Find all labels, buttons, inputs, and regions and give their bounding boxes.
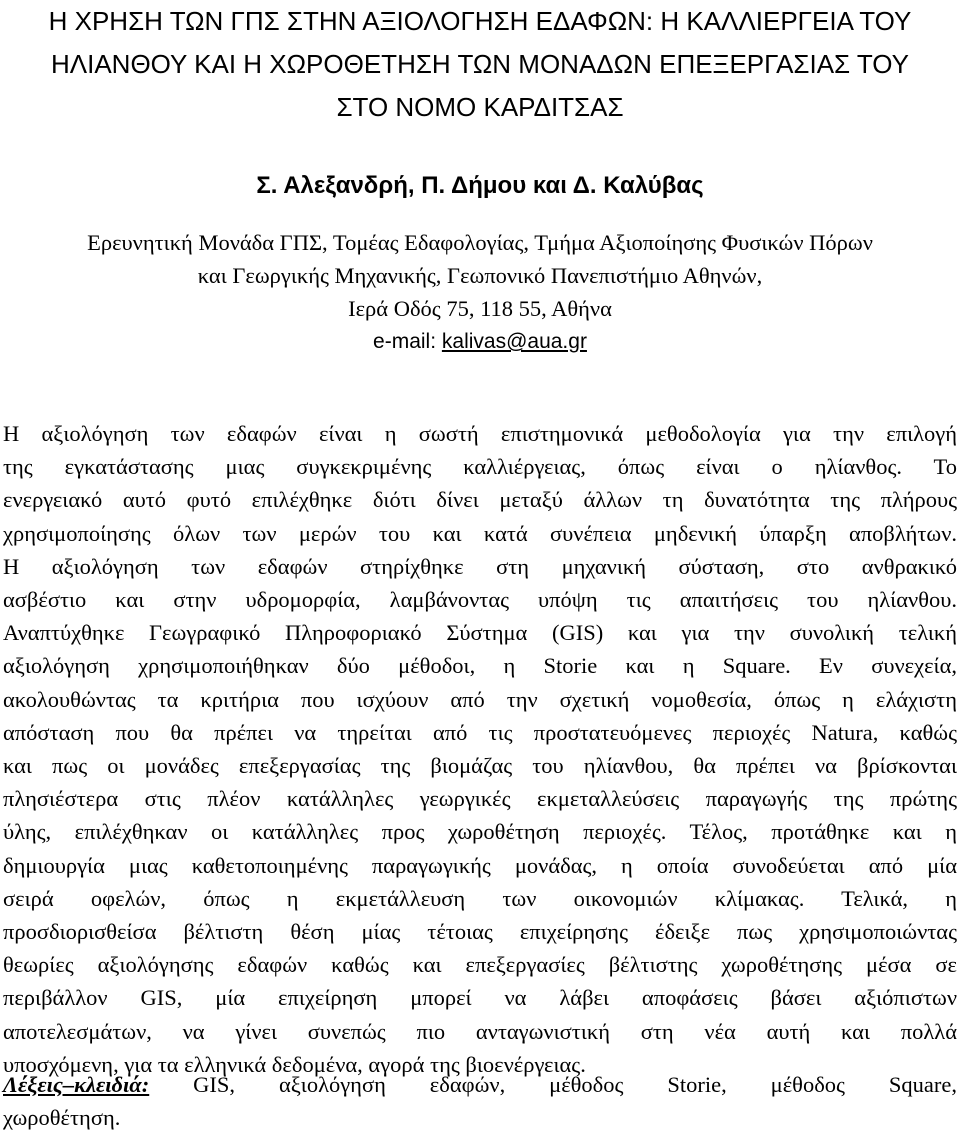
affiliation-line: Ερευνητική Μονάδα ΓΠΣ, Τομέας Εδαφολογίας, Τμήμα Αξιοποίησης Φυσικών Πόρων (87, 230, 873, 255)
email-link[interactable]: kalivas@aua.gr (441, 330, 587, 353)
abstract-line: της εγκατάστασης μιας συγκεκριμένης καλλιέργειας, όπως είναι ο ηλίανθος. Το (3, 454, 957, 480)
abstract-line: ενεργειακό αυτό φυτό επιλέχθηκε διότι δίνει μεταξύ άλλων τη δυνατότητα της πλήρους (3, 487, 957, 513)
authors: Σ. Αλεξανδρή, Π. Δήμου και Δ. Καλύβας (256, 172, 704, 199)
abstract-line: ύλης, επιλέχθηκαν οι κατάλληλες προς χωροθέτηση περιοχές. Τέλος, προτάθηκε και η (3, 819, 957, 845)
abstract-line: Η αξιολόγηση των εδαφών είναι η σωστή επιστημονικά μεθοδολογία για την επιλογή (3, 421, 957, 446)
keywords (3, 1068, 957, 1134)
abstract-line: απόσταση που θα πρέπει να τηρείται από τις προστατευόμενες περιοχές Natura, καθώς (3, 719, 957, 745)
affiliation (0, 226, 960, 358)
email-line (0, 325, 960, 358)
keywords-line: χωροθέτηση. (3, 1105, 121, 1130)
abstract-line: περιβάλλον GIS, μία επιχείρηση μπορεί να λάβει αποφάσεις βάσει αξιόπιστων (3, 985, 957, 1011)
keywords-text: GIS, αξιολόγηση εδαφών, μέθοδος Storie, μέθοδος Square, (149, 1072, 957, 1097)
affiliation-line: Ιερά Οδός 75, 118 55, Αθήνα (348, 296, 612, 321)
keywords-label: Λέξεις–κλειδιά: (3, 1072, 150, 1097)
title-line: ΗΛΙΑΝΘΟΥ ΚΑΙ Η ΧΩΡΟΘΕΤΗΣΗ ΤΩΝ ΜΟΝΑΔΩΝ ΕΠΕΞΕΡΓΑΣΙΑΣ ΤΟΥ (50, 49, 910, 79)
abstract-line: και πως οι μονάδες επεξεργασίας της βιομάζας του ηλίανθου, θα πρέπει να βρίσκονται (3, 753, 957, 779)
abstract-line: θεωρίες αξιολόγησης εδαφών καθώς και επεξεργασίες βέλτιστης χωροθέτησης μέσα σε (3, 952, 957, 978)
abstract-line: Αναπτύχθηκε Γεωγραφικό Πληροφοριακό Σύστημα (GIS) και για την συνολική τελική (3, 620, 957, 646)
abstract-line: αποτελεσμάτων, να γίνει συνεπώς πιο ανταγωνιστική στη νέα αυτή και πολλά (3, 1018, 957, 1044)
abstract-line: υποσχόμενη, για τα ελληνικά δεδομένα, αγορά της βιοενέργειας. (3, 1051, 586, 1077)
affiliation-line: και Γεωργικής Μηχανικής, Γεωπονικό Πανεπιστήμιο Αθηνών, (197, 263, 763, 288)
abstract-line: δημιουργία μιας καθετοποιημένης παραγωγικής μονάδας, η οποία συνοδεύεται από μία (3, 852, 957, 878)
email-label: e-mail: (373, 330, 442, 353)
abstract-line: σειρά οφελών, όπως η εκμετάλλευση των οικονομιών κλίμακας. Τελικά, η (3, 885, 957, 911)
abstract-line: ακολουθώντας τα κριτήρια που ισχύουν από την σχετική νομοθεσία, όπως η ελάχιστη (3, 686, 957, 712)
title-line: Η ΧΡΗΣΗ ΤΩΝ ΓΠΣ ΣΤΗΝ ΑΞΙΟΛΟΓΗΣΗ ΕΔΑΦΩΝ: Η ΚΑΛΛΙΕΡΓΕΙΑ ΤΟΥ (48, 6, 912, 36)
abstract-line: αξιολόγηση χρησιμοποιήθηκαν δύο μέθοδοι, η Storie και η Square. Εν συνεχεία, (3, 653, 957, 679)
keywords-line (3, 1068, 957, 1101)
title-line: ΣΤΟ ΝΟΜΟ ΚΑΡΔΙΤΣΑΣ (336, 92, 624, 122)
paper-title (0, 0, 960, 129)
abstract-line: προσδιορισθείσα βέλτιστη θέση μίας τέτοιας επιχείρησης έδειξε πως χρησιμοποιώντας (3, 919, 957, 945)
abstract-line: πλησιέστερα στις πλέον κατάλληλες γεωργικές εκμεταλλεύσεις παραγωγής της πρώτης (3, 786, 957, 812)
abstract-line: χρησιμοποίησης όλων των μερών του και κατά συνέπεια μηδενική ύπαρξη αποβλήτων. (3, 520, 957, 546)
abstract (3, 417, 957, 1081)
abstract-line: ασβέστιο και στην υδρομορφία, λαμβάνοντας υπόψη τις απαιτήσεις του ηλίανθου. (3, 587, 957, 613)
abstract-line: Η αξιολόγηση των εδαφών στηρίχθηκε στη μηχανική σύσταση, στο ανθρακικό (3, 553, 957, 579)
